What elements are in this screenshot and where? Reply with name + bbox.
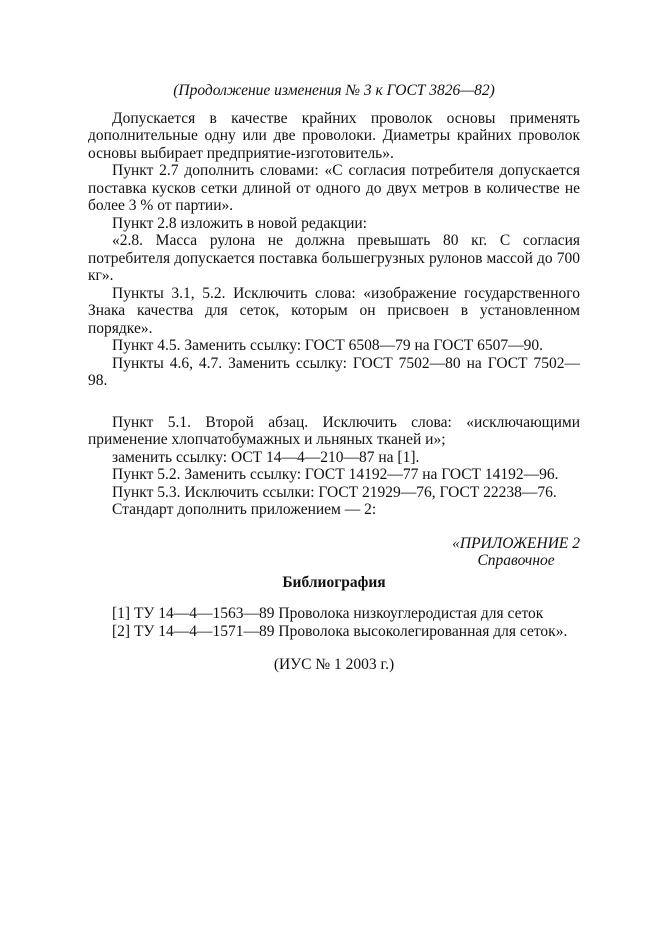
amendment-items-group-1 (88, 110, 580, 390)
bibliography-item: [1] ТУ 14—4—1563—89 Проволока низкоуглеродистая для сеток (112, 605, 544, 622)
bibliography-title: Библиография (282, 573, 386, 591)
appendix-title: «ПРИЛОЖЕНИЕ 2 (452, 534, 580, 552)
paragraph: Пункт 5.1. Второй абзац. Исключить слова: «исключающими применение хлопчатобумажных и льняных тканей и»; (88, 413, 580, 448)
footer-note: (ИУС № 1 2003 г.) (273, 656, 395, 673)
document-header: (Продолжение изменения № 3 к ГОСТ 3826—82) (173, 82, 495, 99)
document-page (88, 82, 580, 674)
appendix-block (88, 535, 580, 570)
paragraph: Пункты 3.1, 5.2. Исключить слова: «изображение государственного Знака качества для сеток, которым он присвоен в установленном порядке». (88, 284, 580, 337)
paragraph: Пункты 4.6, 4.7. Заменить ссылку: ГОСТ 7502—80 на ГОСТ 7502—98. (88, 354, 580, 389)
paragraph: Пункт 5.2. Заменить ссылку: ГОСТ 14192—77 на ГОСТ 14192—96. (112, 466, 559, 483)
bibliography-item: [2] ТУ 14—4—1571—89 Проволока высоколегированная для сеток». (112, 622, 568, 640)
paragraph: Стандарт дополнить приложением — 2: (112, 501, 377, 518)
paragraph: Пункт 2.7 дополнить словами: «С согласия потребителя допускается поставка кусков сетки длиной от одного до двух метров в количестве не более 3 % от партии». (88, 162, 580, 214)
paragraph: Допускается в качестве крайних проволок основы применять дополнительные одну или две проволоки. Диаметры крайних проволок основы выбирает предприятие-изготовитель». (88, 109, 580, 162)
paragraph: заменить ссылку: ОСТ 14—4—210—87 на [1]. (112, 448, 420, 466)
amendment-items-group-2 (88, 414, 580, 519)
paragraph: «2.8. Масса рулона не должна превышать 80 кг. С согласия потребителя допускается поставка большегрузных рулонов массой до 700 кг». (88, 232, 580, 284)
paragraph: Пункт 4.5. Заменить ссылку: ГОСТ 6508—79 на ГОСТ 6507—90. (112, 337, 544, 354)
appendix-subtitle: Справочное (477, 552, 555, 569)
bibliography-list (88, 605, 580, 640)
paragraph: Пункт 2.8 изложить в новой редакции: (112, 214, 367, 232)
appendix-inner (452, 535, 580, 570)
paragraph: Пункт 5.3. Исключить ссылки: ГОСТ 21929—76, ГОСТ 22238—76. (112, 483, 557, 501)
